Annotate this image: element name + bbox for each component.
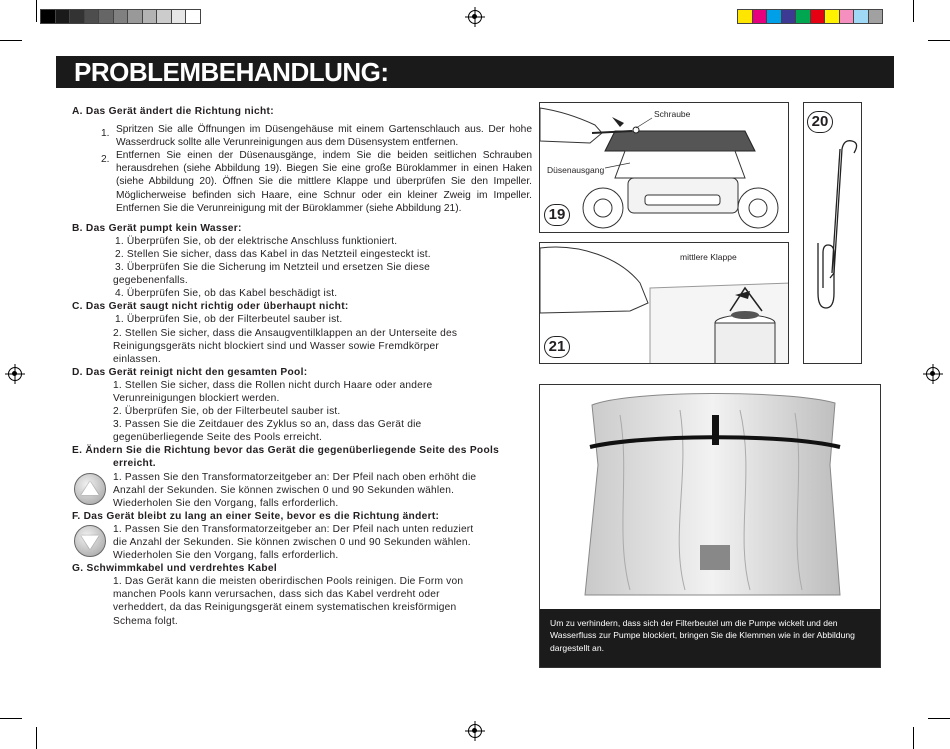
gray-swatch [127,9,143,24]
list-item: einlassen. [113,353,161,365]
title-bar [56,56,894,88]
section-a-item-1 [72,123,532,149]
color-swatch [781,9,797,24]
list-item: gegebenenfalls. [113,275,188,287]
color-swatch [868,9,884,24]
gray-swatch [171,9,187,24]
arrow-up-icon [74,473,106,505]
item-text: Entfernen Sie einen der Düsenausgänge, indem Sie die beiden seitlichen Schrauben herausdrehen (siehe Abbildung 19). Biegen Sie eine große Büroklammer in einen Haken (siehe Abbildung 20). Öffnen Sie die mittlere Klappe und überprüfen Sie den Impeller. Möglicherweise befinden sich Haare, eine Schnur oder ein kleiner Zweig im Impeller. Entfernen Sie die Verunreinigung mit der Büroklammer (siehe Abbildung 21). [116,150,532,214]
section-d-heading: D. Das Gerät reinigt nicht den gesamten Pool: [72,366,308,378]
list-item: 1. Das Gerät kann die meisten oberirdischen Pools reinigen. Die Form von [113,576,464,588]
list-item: 2. Stellen Sie sicher, dass das Kabel in das Netzteil eingesteckt ist. [115,248,431,260]
list-item: 3. Überprüfen Sie die Sicherung im Netzteil und ersetzen Sie diese [115,262,431,274]
item-number: 1. [101,128,110,140]
section-f-heading: F. Das Gerät bleibt zu lang an einer Seite, bevor es die Richtung ändert: [72,510,440,522]
middle-flap-label: mittlere Klappe [680,252,737,262]
registration-mark-right [926,367,940,381]
color-swatch [839,9,855,24]
list-item: 1. Stellen Sie sicher, dass die Rollen nicht durch Haare oder andere [113,379,433,391]
filter-bag-illustration [540,385,881,611]
list-item: Reinigungsgeräts nicht blockiert sind und Wasser sowie Fremdkörper [113,340,439,352]
list-item: 2. Überprüfen Sie, ob der Filterbeutel sauber ist. [113,406,341,418]
registration-mark-top [468,10,482,24]
section-e-body [72,471,532,510]
list-item: 3. Passen Sie die Zeitdauer des Zyklus so an, dass das Gerät die [113,419,422,431]
item-number: 2. [101,154,110,166]
gray-swatch [185,9,201,24]
list-item: verheddert, da das Reinigungsgerät einem systematischen kreisförmigen [113,602,457,614]
color-swatch [853,9,869,24]
color-swatch [752,9,768,24]
gray-color-bar [40,9,200,24]
figure-number: 19 [544,204,570,226]
section-e-heading: E. Ändern Sie die Richtung bevor das Gerät die gegenüberliegende Seite des Pools erreicht. [72,445,500,470]
list-item: 1. Überprüfen Sie, ob der elektrische Anschluss funktioniert. [115,235,398,247]
figure-19 [539,102,789,233]
figure-number: 21 [544,336,570,358]
list-item: Wiederholen Sie den Vorgang, falls erforderlich. [113,550,339,562]
gray-swatch [84,9,100,24]
flap-illustration [540,243,789,364]
gray-swatch [156,9,172,24]
section-b-heading: B. Das Gerät pumpt kein Wasser: [72,222,242,234]
list-item: die Anzahl der Sekunden. Sie können zwischen 0 und 90 Sekunden wählen. [113,537,471,548]
color-swatch [766,9,782,24]
section-g-heading: G. Schwimmkabel und verdrehtes Kabel [72,563,277,575]
list-item: Schema folgt. [113,615,178,627]
list-item: Verunreinigungen blockiert werden. [113,392,280,404]
screw-label: Schraube [654,109,691,119]
section-c-heading: C. Das Gerät saugt nicht richtig oder überhaupt nicht: [72,301,349,313]
figure-20 [803,102,862,364]
section-a-heading: A. Das Gerät ändert die Richtung nicht: [72,106,274,117]
figure-21 [539,242,789,364]
gray-swatch [55,9,71,24]
list-item: 1. Passen Sie den Transformatorzeitgeber an: Der Pfeil nach unten reduziert [113,523,474,535]
filter-bag-figure [539,384,881,668]
list-item: manchen Pools kann verursachen, dass sich das Kabel verdreht oder [113,589,440,601]
list-item: 1. Passen Sie den Transformatorzeitgeber an: Der Pfeil nach oben erhöht die [113,471,477,483]
figure-number: 20 [807,111,833,133]
gray-swatch [113,9,129,24]
list-item: Wiederholen Sie den Vorgang, falls erforderlich. [113,497,339,509]
process-color-bar [737,9,882,24]
arrow-down-icon [74,525,106,557]
color-swatch [824,9,840,24]
section-f-body [72,523,532,562]
paperclip-hook-illustration [804,103,862,364]
color-swatch [795,9,811,24]
gray-swatch [40,9,56,24]
color-swatch [810,9,826,24]
troubleshooting-text [72,105,532,628]
color-swatch [737,9,753,24]
nozzle-outlet-label: Düsenausgang [547,165,605,175]
gray-swatch [98,9,114,24]
list-item: 2. Stellen Sie sicher, dass die Ansaugventilklappen an der Unterseite des [113,327,458,339]
list-item: Anzahl der Sekunden. Sie können zwischen 0 und 90 Sekunden wählen. [113,484,455,496]
section-a-item-2 [72,149,532,214]
list-item: 4. Überprüfen Sie, ob das Kabel beschädigt ist. [115,288,338,300]
list-item: 1. Überprüfen Sie, ob der Filterbeutel sauber ist. [115,314,343,326]
registration-mark-bottom [468,724,482,738]
page-title: PROBLEMBEHANDLUNG: [74,57,389,87]
gray-swatch [69,9,85,24]
item-text: Spritzen Sie alle Öffnungen im Düsengehäuse mit einem Gartenschlauch aus. Der hohe Wasserdruck sollte alle Verunreinigungen aus dem Düsensystem entfernen. [116,124,532,149]
list-item: gegenüberliegende Seite des Pools erreicht. [113,432,323,444]
gray-swatch [142,9,158,24]
registration-mark-left [8,367,22,381]
filter-bag-caption: Um zu verhindern, dass sich der Filterbeutel um die Pumpe wickelt und den Wasserfluss zur Pumpe blockiert, bringen Sie die Klemmen wie in der Abbildung dargestellt an. [540,609,880,667]
